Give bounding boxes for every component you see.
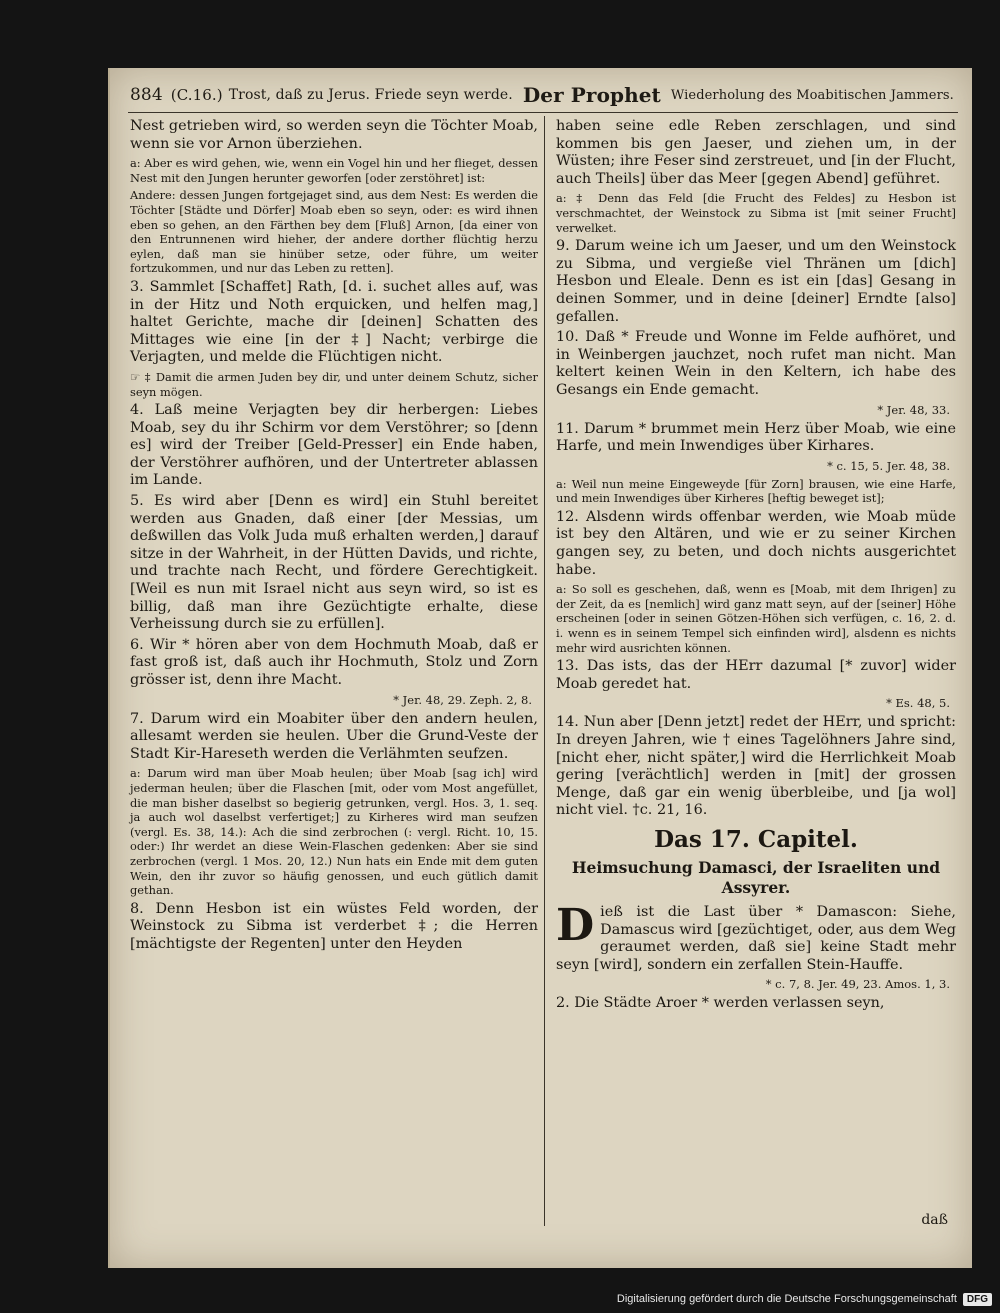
book-page bbox=[108, 68, 972, 1268]
left-column bbox=[130, 118, 538, 957]
right-verse: 10. Daß * Freude und Wonne im Felde aufhöret, und in Weinbergen jauchzet, noch rufet man nicht. Man keltert keinen Wein in den Keltern, ich habe des Gesangs ein Ende gemacht. bbox=[556, 329, 956, 398]
chapter-summary: Heimsuchung Damasci, der Israeliten und Assyrer. bbox=[571, 857, 941, 897]
header-center-title: Der Prophet bbox=[522, 83, 661, 107]
dfg-logo: DFG bbox=[963, 1293, 992, 1306]
header-left-title: Trost, daß zu Jerus. Friede seyn werde. bbox=[228, 87, 513, 103]
left-annotation: Andere: dessen Jungen fortgejaget sind, aus dem Nest: Es werden die Töchter [Städte und Dörfer] Moab eben so seyn, oder: es wird ihnen eben so gehen, an den Färthen bey dem [Fluß] Arnon, [da einer von den Entrunnenen wird hieher, der andere dorther flüchtig herzu eylen, daß man sie hinüber setze, oder führe, um weiter fortzukommen, und nur das Leben zu retten]. bbox=[130, 188, 538, 276]
chapter-title: Das 17. Capitel. bbox=[654, 825, 858, 853]
left-annotation: a: Darum wird man über Moab heulen; über Moab [sag ich] wird jederman heulen; über die Flaschen [mit, oder vom Most angefüllet, die man bisher daselbst so begierig getrunken, vergl. Hos. 3, 1. seq. ja auch wol daselbst verfertiget;] zu Kirheres wird man seufzen (vergl. Es. 38, 14.): Ach die sind zerbrochen (: vergl. Richt. 10, 15. oder:) Ihr werdet an diese Wein-Flaschen gedenken: Aber sie sind zerbrochen (vergl. 1 Mos. 20, 12.) Nun hats ein Ende mit dem guten Wein, den ihr zuvor so häufig genossen, und euch gütlich damit gethan. bbox=[130, 766, 538, 898]
footer-credit: Digitalisierung gefördert durch die Deutsche Forschungsgemeinschaft bbox=[616, 1293, 957, 1305]
right-verse: 12. Alsdenn wirds offenbar werden, wie Moab müde ist bey den Altären, und wie er zu seiner Kirchen gangen sey, zu beten, und doch nichts ausgerichtet habe. bbox=[556, 508, 956, 578]
left-verse: 4. Laß meine Verjagten bey dir herbergen: Liebes Moab, sey du ihr Schirm vor dem Verstöhrer; so [denn es] wird der Treiber [Geld-Presser] ein Ende haben, der Verstöhrer aufhören, und der Untertreter ablassen im Lande. bbox=[130, 402, 538, 489]
drop-initial: D bbox=[556, 899, 595, 951]
left-verse: 5. Es wird aber [Denn es wird] ein Stuhl bereitet werden aus Gnaden, daß einer [der Messias, um deßwillen das Volk Juda muß erhalten werden,] darauf sitze in der Wahrheit, in der Hütten Davids, und richte, und trachte nach Recht, und fördere Gerechtigkeit. [Weil es nun mit Israel nicht aus seyn wird, so ist es billig, daß man ihre Gezüchtigte erhalte, diese Verheissung durch sie zu erfüllen]. bbox=[130, 493, 538, 633]
column-divider bbox=[544, 116, 545, 1226]
chapter-verse-1-text: ieß ist die Last über * Damascon: Siehe, Damascus wird [gezüchtiget, oder, aus dem Weg geraumet werden, daß sie] keine Stadt mehr seyn [wird], sondern ein zerfallen Stein-Hauffe. bbox=[556, 903, 956, 973]
chapter-verse-2: 2. Die Städte Aroer * werden verlassen seyn, bbox=[556, 995, 885, 1012]
left-cross-reference: * Jer. 48, 29. Zeph. 2, 8. bbox=[393, 692, 532, 707]
right-cross-reference: * c. 15, 5. Jer. 48, 38. bbox=[827, 458, 950, 473]
running-header bbox=[130, 80, 956, 110]
chapter-ref: (C.16.) bbox=[170, 86, 223, 104]
right-annotation: a: So soll es geschehen, daß, wenn es [Moab, mit dem Ihrigen] zu der Zeit, da es [nemlich] wird ganz matt seyn, auf der [seiner] Höhe erscheinen [oder in seinen Götzen-Höhen sich verfügen, c. 16, 2. d. i. wenn es in seinem Tempel sich einfinden wird], alsdenn es nichts mehr wird ausrichten können. bbox=[556, 582, 956, 655]
page-number: 884 bbox=[130, 85, 163, 105]
left-verse: 6. Wir * hören aber von dem Hochmuth Moab, daß er fast groß ist, daß auch ihr Hochmuth, Stolz und Zorn grösser ist, denn ihre Macht. bbox=[130, 636, 538, 688]
left-annotation: a: Aber es wird gehen, wie, wenn ein Vogel hin und her flieget, dessen Nest mit den Jungen herunter geworfen [oder zerstöhret] ist: bbox=[130, 156, 538, 185]
right-verse: 9. Darum weine ich um Jaeser, und um den Weinstock zu Sibma, und vergieße viel Thränen um [dich] Hesbon und Eleale. Denn es ist ein [das] Gesang in deinen Sommer, und in deine [deiner] Erndte [also] gefallen. bbox=[556, 238, 956, 325]
right-verse: 14. Nun aber [Denn jetzt] redet der HErr, und spricht: In dreyen Jahren, wie † eines Tagelöhners Jahre sind, [nicht eher, nicht später,] wird die Herrlichkeit Moab gering [verächtlich] werden in [mit] der grossen Menge, daß gar ein wenig überbleibe, und [ja wol] nicht viel. †c. 21, 16. bbox=[556, 714, 956, 819]
right-annotation: a: ‡ Denn das Feld [die Frucht des Feldes] zu Hesbon ist verschmachtet, der Weinstock zu Sibma ist [mit seiner Frucht] verwelket. bbox=[556, 191, 956, 235]
catchword: daß bbox=[921, 1212, 948, 1228]
right-verse: haben seine edle Reben zerschlagen, und sind kommen bis gen Jaeser, und ziehen um, in der Wüsten; ihre Feser sind zerstreuet, und [in der Flucht, auch Theils] über das Meer [gegen Abend] geführet. bbox=[556, 118, 956, 187]
left-verse: 3. Sammlet [Schaffet] Rath, [d. i. suchet alles auf, was in der Hitz und Noth erquicken, und helfen mag,] haltet Gerichte, mache dir [deinen] Schatten des Mittages wie eine [in der ‡] Nacht; verbirge die Verjagten, und melde die Flüchtigen nicht. bbox=[130, 278, 538, 366]
digitization-footer bbox=[617, 1290, 992, 1308]
right-column-verses bbox=[556, 118, 956, 820]
header-right-title: Wiederholung des Moabitischen Jammers. bbox=[670, 87, 954, 103]
chapter-ref-1: * c. 7, 8. Jer. 49, 23. Amos. 1, 3. bbox=[765, 977, 950, 992]
header-rule bbox=[128, 112, 958, 113]
right-cross-reference: * Es. 48, 5. bbox=[886, 696, 950, 711]
chapter-verse-1 bbox=[556, 899, 956, 974]
left-annotation: ☞ ‡ Damit die armen Juden bey dir, und unter deinem Schutz, sicher seyn mögen. bbox=[130, 369, 538, 399]
left-verse: 7. Darum wird ein Moabiter über den andern heulen, allesamt werden sie heulen. Uber die Grund-Veste der Stadt Kir-Hareseth werden die Verlähmten seufzen. bbox=[130, 710, 538, 762]
right-annotation: a: Weil nun meine Eingeweyde [für Zorn] brausen, wie eine Harfe, und mein Inwendiges über Kirheres [heftig beweget ist]; bbox=[556, 476, 956, 506]
right-cross-reference: * Jer. 48, 33. bbox=[877, 402, 950, 417]
right-column bbox=[556, 118, 956, 1228]
right-verse: 11. Darum * brummet mein Herz über Moab, wie eine Harfe, und mein Inwendiges über Kirhares. bbox=[556, 420, 956, 455]
left-verse: 8. Denn Hesbon ist ein wüstes Feld worden, der Weinstock zu Sibma ist verderbet ‡; die Herren [mächtigste der Regenten] unter den Heyden bbox=[130, 900, 538, 952]
left-verse: Nest getrieben wird, so werden seyn die Töchter Moab, wenn sie vor Arnon überziehen. bbox=[130, 118, 538, 152]
right-verse: 13. Das ists, das der HErr dazumal [* zuvor] wider Moab geredet hat. bbox=[556, 658, 956, 692]
